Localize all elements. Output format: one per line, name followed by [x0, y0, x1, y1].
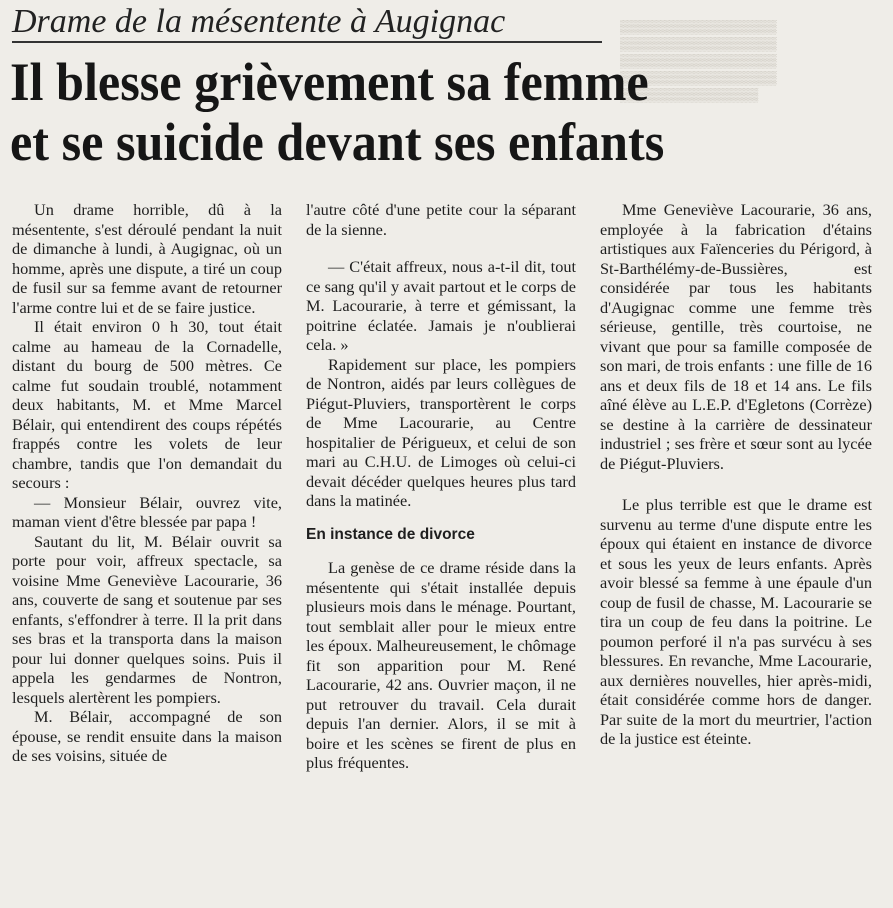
article-kicker: Drame de la mésentente à Augignac	[12, 3, 506, 40]
paragraph: La genèse de ce drame réside dans la mésentente qui s'était installée depuis plusieurs mois dans le ménage. Pourtant, tout semblait aller pour le mieux entre les époux. Malheureusement, le chômage fit son apparition pour M. René Lacourarie, 42 ans. Ouvrier maçon, il ne put retrouver du travail. Cela durait depuis l'an dernier. Alors, il se mit à boire et les scènes se firent de plus en plus fréquentes.	[306, 558, 576, 772]
paragraph: Un drame horrible, dû à la mésentente, s'est déroulé pendant la nuit de dimanche à lundi, à Augignac, où un homme, après une dispute, a tiré un coup de fusil sur sa femme avant de retourner l'arme contre lui et de se faire justice.	[12, 200, 282, 317]
kicker-underline	[12, 41, 602, 43]
paragraph: l'autre côté d'une petite cour la séparant de la sienne.	[306, 200, 576, 239]
paragraph: — C'était affreux, nous a-t-il dit, tout ce sang qu'il y avait partout et le corps de M. Lacourarie, à terre et gémissant, la poitrine éclatée. Jamais je n'oublierai cela. »	[306, 257, 576, 354]
article-column-2	[306, 200, 576, 773]
article-column-1	[12, 200, 282, 766]
headline-line-2: et se suicide devant ses enfants	[10, 112, 665, 172]
paragraph: Mme Geneviève Lacourarie, 36 ans, employée à la fabrication d'étains artistiques aux Faïenceries du Périgord, à St-Barthélémy-de-Bussières, est considérée par tous les habitants d'Augignac comme une femme très sérieuse, gentille, très courtoise, ne vivant que pour sa famille composée de son mari, de trois enfants : une fille de 16 ans et deux fils de 18 et 14 ans. Le fils aîné élève au L.E.P. d'Egletons (Corrèze) se destine à la carrière de dessinateur industriel ; ses frère et sœur sont au lycée de Piégut-Pluviers.	[600, 200, 872, 473]
paragraph: Sautant du lit, M. Bélair ouvrit sa porte pour voir, affreux spectacle, sa voisine Mme Geneviève Lacourarie, 36 ans, couverte de sang et soutenue par ses enfants, s'effondrer à terre. Il la prit dans ses bras et la transporta dans la maison pour lui donner quelques soins. Puis il appela les gendarmes de Nontron, lesquels alertèrent les pompiers.	[12, 531, 282, 707]
bleed-through: ▒▒▒▒▒▒▒▒▒▒▒▒▒▒▒▒▒ ▒▒▒▒▒▒▒▒▒▒▒▒▒▒▒▒▒ ▒▒▒▒▒▒▒▒▒▒▒▒▒▒▒▒▒ ▒▒▒▒▒▒▒▒▒▒▒▒▒▒▒▒▒ ▒▒▒▒▒▒▒▒▒▒▒▒▒▒▒	[620, 19, 777, 102]
section-subheading: En instance de divorce	[306, 525, 475, 543]
paragraph: Rapidement sur place, les pompiers de Nontron, aidés par leurs collègues de Piégut-Pluviers, transportèrent le corps de Mme Lacourarie, au Centre hospitalier de Périgueux, et celui de son mari au C.H.U. de Limoges où celui-ci devait décéder quelques heures plus tard dans la matinée.	[306, 354, 576, 510]
paragraph: M. Bélair, accompagné de son épouse, se rendit ensuite dans la maison de ses voisins, située de	[12, 707, 282, 765]
paragraph: Le plus terrible est que le drame est survenu au terme d'une dispute entre les époux qui étaient en instance de divorce et sous les yeux de leurs enfants. Après avoir blessé sa femme à une épaule d'un coup de fusil de chasse, M. Lacourarie se tira un coup de feu dans la poitrine. Le poumon perforé il n'a pas survécu à ses blessures. En revanche, Mme Lacourarie, aux dernières nouvelles, hier après-midi, était considérée comme hors de danger. Par suite de la mort du meurtrier, l'action de la justice est éteinte.	[600, 495, 872, 748]
article-headline	[10, 52, 828, 172]
paragraph: Il était environ 0 h 30, tout était calme au hameau de la Cornadelle, distant du bourg de 500 mètres. Ce calme fut soudain troublé, notamment deux habitants, M. et Mme Marcel Bélair, qui entendirent des coups répétés frappés contre les volets de leur chambre, tandis que l'on demandait du secours :	[12, 317, 282, 492]
paragraph: — Monsieur Bélair, ouvrez vite, maman vient d'être blessée par papa !	[12, 492, 282, 531]
article-column-3	[600, 200, 872, 749]
headline-line-1: Il blesse grièvement sa femme	[10, 52, 649, 112]
